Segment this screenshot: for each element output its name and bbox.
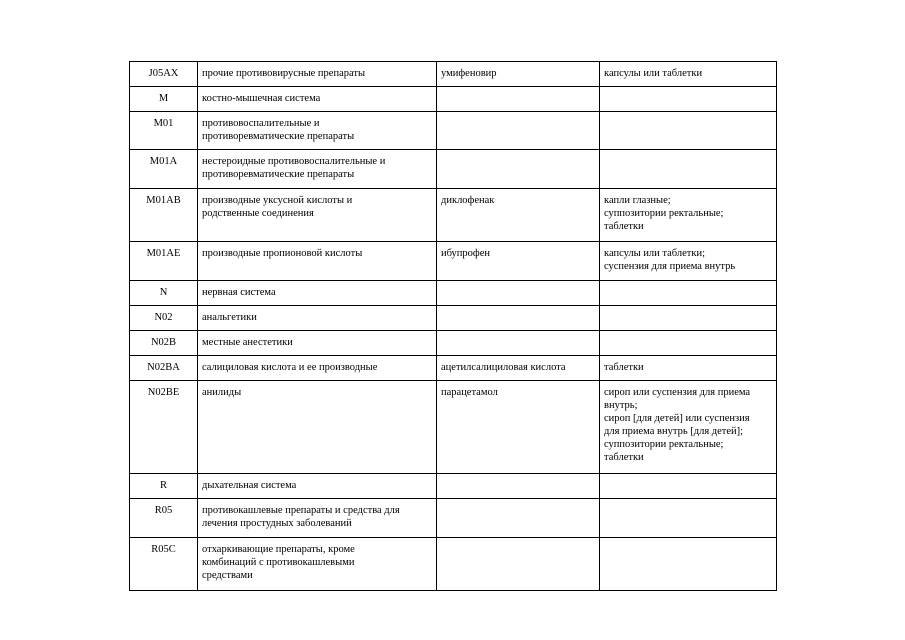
dosage-form-line: суппозитории ректальные; bbox=[604, 208, 724, 219]
dosage-form-line: сироп [для детей] или суспензия bbox=[604, 413, 750, 424]
anatomical-therapeutic-group-line: прочие противовирусные препараты bbox=[202, 68, 366, 79]
anatomical-therapeutic-group-line: костно-мышечная система bbox=[202, 93, 321, 104]
drug-name-line: ибупрофен bbox=[441, 248, 491, 259]
anatomical-therapeutic-group-cell bbox=[198, 150, 437, 189]
dosage-form-cell bbox=[600, 150, 777, 189]
anatomical-therapeutic-group-cell bbox=[198, 281, 437, 306]
drug-name-line: ацетилсалициловая кислота bbox=[441, 362, 566, 373]
dosage-form-line: суспензия для приема внутрь bbox=[604, 261, 736, 272]
atc-code-cell: J05AX bbox=[130, 62, 198, 87]
drug-name-cell bbox=[437, 474, 600, 499]
drug-name-cell bbox=[437, 499, 600, 538]
dosage-form-line: таблетки bbox=[604, 362, 644, 373]
atc-code-cell: R05 bbox=[130, 499, 198, 538]
anatomical-therapeutic-group-cell bbox=[198, 499, 437, 538]
medication-table-body bbox=[130, 62, 777, 591]
anatomical-therapeutic-group-line: комбинаций с противокашлевыми bbox=[202, 557, 355, 568]
table-row bbox=[130, 62, 777, 87]
dosage-form-cell bbox=[600, 87, 777, 112]
dosage-form-line: капсулы или таблетки bbox=[604, 68, 703, 79]
drug-name-cell bbox=[437, 150, 600, 189]
anatomical-therapeutic-group-line: производные пропионовой кислоты bbox=[202, 248, 363, 259]
table-row bbox=[130, 474, 777, 499]
anatomical-therapeutic-group-cell bbox=[198, 62, 437, 87]
table-row bbox=[130, 381, 777, 474]
drug-name-cell bbox=[437, 356, 600, 381]
anatomical-therapeutic-group-cell bbox=[198, 381, 437, 474]
atc-code-cell: R05C bbox=[130, 538, 198, 591]
table-row bbox=[130, 150, 777, 189]
anatomical-therapeutic-group-line: отхаркивающие препараты, кроме bbox=[202, 544, 355, 555]
atc-code-cell: N bbox=[130, 281, 198, 306]
drug-name-cell bbox=[437, 189, 600, 242]
anatomical-therapeutic-group-cell bbox=[198, 242, 437, 281]
drug-name-line: умифеновир bbox=[441, 68, 497, 79]
anatomical-therapeutic-group-line: дыхательная система bbox=[202, 480, 297, 491]
dosage-form-cell bbox=[600, 356, 777, 381]
anatomical-therapeutic-group-cell bbox=[198, 87, 437, 112]
dosage-form-line: таблетки bbox=[604, 452, 644, 463]
anatomical-therapeutic-group-line: производные уксусной кислоты и bbox=[202, 195, 353, 206]
drug-name-cell bbox=[437, 306, 600, 331]
table-row bbox=[130, 306, 777, 331]
anatomical-therapeutic-group-line: лечения простудных заболеваний bbox=[202, 518, 352, 529]
table-row bbox=[130, 112, 777, 150]
anatomical-therapeutic-group-cell bbox=[198, 331, 437, 356]
table-row bbox=[130, 499, 777, 538]
anatomical-therapeutic-group-line: местные анестетики bbox=[202, 337, 293, 348]
drug-name-cell bbox=[437, 281, 600, 306]
anatomical-therapeutic-group-line: родственные соединения bbox=[202, 208, 314, 219]
table-row bbox=[130, 538, 777, 591]
atc-code-cell: M01AE bbox=[130, 242, 198, 281]
table-row bbox=[130, 242, 777, 281]
atc-code-cell: M bbox=[130, 87, 198, 112]
anatomical-therapeutic-group-line: противоревматические препараты bbox=[202, 169, 355, 180]
atc-code-cell: N02 bbox=[130, 306, 198, 331]
table-row bbox=[130, 87, 777, 112]
dosage-form-cell bbox=[600, 381, 777, 474]
atc-code-cell: N02BE bbox=[130, 381, 198, 474]
drug-name-cell bbox=[437, 62, 600, 87]
dosage-form-line: капсулы или таблетки; bbox=[604, 248, 706, 259]
anatomical-therapeutic-group-line: анилиды bbox=[202, 387, 242, 398]
atc-code-cell: M01 bbox=[130, 112, 198, 150]
anatomical-therapeutic-group-cell bbox=[198, 189, 437, 242]
atc-code-cell: R bbox=[130, 474, 198, 499]
dosage-form-cell bbox=[600, 112, 777, 150]
drug-name-line: диклофенак bbox=[441, 195, 495, 206]
dosage-form-cell bbox=[600, 331, 777, 356]
dosage-form-line: сироп или суспензия для приема bbox=[604, 387, 751, 398]
drug-name-cell bbox=[437, 538, 600, 591]
anatomical-therapeutic-group-line: противоревматические препараты bbox=[202, 131, 355, 142]
dosage-form-cell bbox=[600, 281, 777, 306]
anatomical-therapeutic-group-line: противовоспалительные и bbox=[202, 118, 320, 129]
anatomical-therapeutic-group-line: нестероидные противовоспалительные и bbox=[202, 156, 386, 167]
table-row bbox=[130, 189, 777, 242]
table-row bbox=[130, 281, 777, 306]
atc-code-cell: N02BA bbox=[130, 356, 198, 381]
drug-name-cell bbox=[437, 331, 600, 356]
dosage-form-cell bbox=[600, 62, 777, 87]
anatomical-therapeutic-group-line: салициловая кислота и ее производные bbox=[202, 362, 378, 373]
anatomical-therapeutic-group-line: противокашлевые препараты и средства для bbox=[202, 505, 400, 516]
anatomical-therapeutic-group-line: анальгетики bbox=[202, 312, 257, 323]
dosage-form-cell bbox=[600, 189, 777, 242]
dosage-form-cell bbox=[600, 306, 777, 331]
anatomical-therapeutic-group-line: нервная система bbox=[202, 287, 276, 298]
dosage-form-cell bbox=[600, 538, 777, 591]
dosage-form-line: таблетки bbox=[604, 221, 644, 232]
dosage-form-line: внутрь; bbox=[604, 400, 638, 411]
dosage-form-cell bbox=[600, 474, 777, 499]
anatomical-therapeutic-group-cell bbox=[198, 538, 437, 591]
dosage-form-cell bbox=[600, 242, 777, 281]
drug-name-cell bbox=[437, 87, 600, 112]
anatomical-therapeutic-group-cell bbox=[198, 474, 437, 499]
atc-code-cell: M01A bbox=[130, 150, 198, 189]
dosage-form-line: суппозитории ректальные; bbox=[604, 439, 724, 450]
anatomical-therapeutic-group-cell bbox=[198, 306, 437, 331]
anatomical-therapeutic-group-cell bbox=[198, 112, 437, 150]
drug-name-cell bbox=[437, 381, 600, 474]
atc-code-cell: N02B bbox=[130, 331, 198, 356]
drug-name-cell bbox=[437, 242, 600, 281]
medication-table bbox=[129, 61, 777, 591]
anatomical-therapeutic-group-line: средствами bbox=[202, 570, 253, 581]
dosage-form-cell bbox=[600, 499, 777, 538]
drug-name-line: парацетамол bbox=[441, 387, 498, 398]
drug-name-cell bbox=[437, 112, 600, 150]
dosage-form-line: для приема внутрь [для детей]; bbox=[604, 426, 744, 437]
table-row bbox=[130, 356, 777, 381]
table-row bbox=[130, 331, 777, 356]
dosage-form-line: капли глазные; bbox=[604, 195, 671, 206]
atc-code-cell: M01AB bbox=[130, 189, 198, 242]
anatomical-therapeutic-group-cell bbox=[198, 356, 437, 381]
